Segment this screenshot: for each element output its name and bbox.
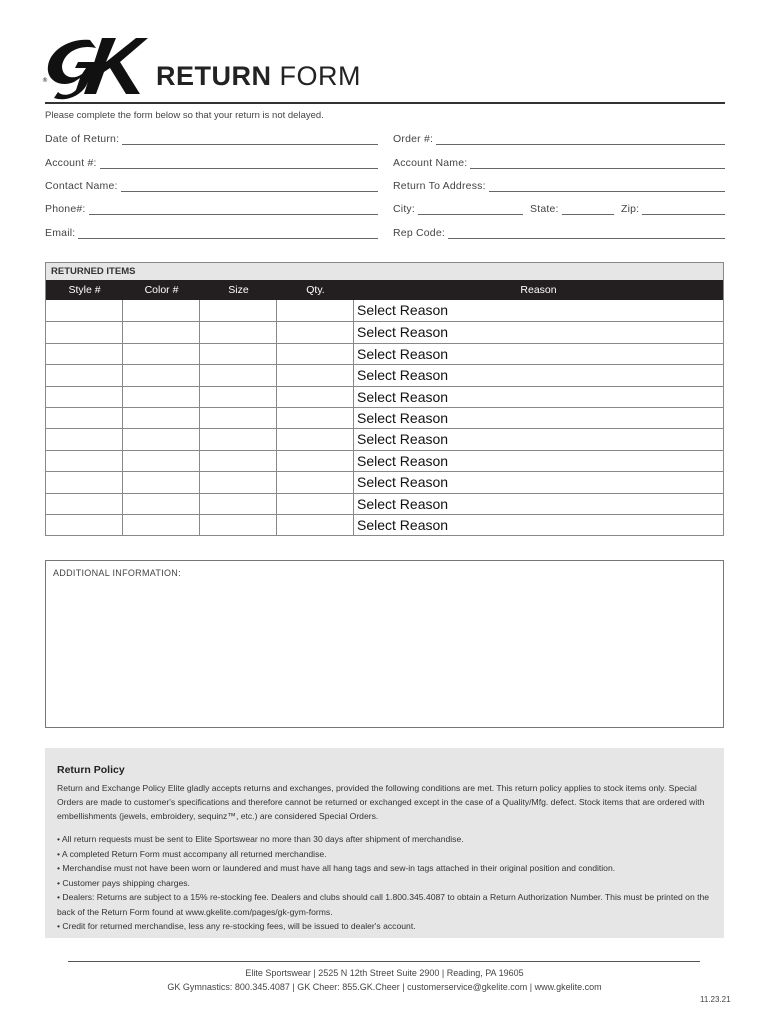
gk-logo — [40, 32, 150, 100]
size-input[interactable] — [200, 515, 277, 535]
returned-items-title: RETURNED ITEMS — [46, 263, 723, 280]
column-header-reason: Reason — [520, 284, 557, 296]
color-input[interactable] — [123, 451, 200, 471]
table-row — [46, 300, 723, 321]
size-input[interactable] — [200, 344, 277, 364]
color-input[interactable] — [123, 365, 200, 385]
footer-address: Elite Sportswear | 2525 N 12th Street Suite 2900 | Reading, PA 19605 — [245, 968, 524, 978]
order-number-field[interactable]: Order #: — [393, 131, 725, 145]
zip-input[interactable] — [642, 204, 725, 215]
policy-bullet: • Credit for returned merchandise, less any re-stocking fees, will be issued to dealer's account. — [57, 921, 416, 931]
date-of-return-input[interactable] — [122, 134, 378, 145]
qty-input[interactable] — [277, 472, 354, 492]
reason-select[interactable]: Select Reason — [357, 452, 449, 469]
footer-contact: GK Gymnastics: 800.345.4087 | GK Cheer: 855.GK.Cheer | customerservice@gkelite.com | www.gkelite.com — [167, 982, 602, 992]
qty-input[interactable] — [277, 344, 354, 364]
table-row — [46, 428, 723, 449]
reason-select[interactable]: Select Reason — [357, 409, 449, 426]
column-header-color: Color # — [144, 284, 179, 296]
table-header — [46, 280, 723, 300]
email-field[interactable]: Email: — [45, 225, 378, 239]
size-input[interactable] — [200, 322, 277, 342]
color-input[interactable] — [123, 387, 200, 407]
table-row — [46, 493, 723, 514]
table-row — [46, 343, 723, 364]
style-input[interactable] — [46, 322, 123, 342]
reason-select[interactable]: Select Reason — [357, 324, 449, 341]
qty-input[interactable] — [277, 365, 354, 385]
policy-bullet: • A completed Return Form must accompany all returned merchandise. — [57, 848, 327, 859]
additional-information-textarea[interactable] — [45, 560, 724, 728]
color-input[interactable] — [123, 408, 200, 428]
qty-input[interactable] — [277, 451, 354, 471]
registered-mark: ® — [42, 77, 48, 84]
policy-bullet: • Dealers: Returns are subject to a 15% re-stocking fee. Dealers and clubs should call 1.800.345.4087 to obtain a Return Authorization Number. This must be printed on the back of the Return Form found at www.gkelite.com/pages/gk-gym-forms. — [57, 892, 710, 917]
style-input[interactable] — [46, 387, 123, 407]
size-input[interactable] — [200, 408, 277, 428]
color-input[interactable] — [123, 344, 200, 364]
policy-bullet: • All return requests must be sent to Elite Sportswear no more than 30 days after shipment of merchandise. — [57, 834, 464, 844]
qty-input[interactable] — [277, 515, 354, 535]
size-input[interactable] — [200, 472, 277, 492]
header-divider — [45, 102, 725, 104]
account-number-input[interactable] — [100, 158, 378, 169]
reason-select[interactable]: Select Reason — [357, 516, 449, 533]
reason-select[interactable]: Select Reason — [357, 302, 449, 318]
style-input[interactable] — [46, 365, 123, 385]
contact-name-field[interactable]: Contact Name: — [45, 178, 378, 192]
table-row — [46, 471, 723, 492]
city-input[interactable] — [418, 204, 523, 215]
column-header-style: Style # — [68, 284, 101, 296]
reason-select[interactable]: Select Reason — [357, 474, 449, 491]
contact-name-input[interactable] — [121, 181, 378, 192]
phone-field[interactable]: Phone#: — [45, 201, 378, 215]
size-input[interactable] — [200, 451, 277, 471]
size-input[interactable] — [200, 300, 277, 321]
table-row — [46, 514, 723, 535]
color-input[interactable] — [123, 515, 200, 535]
policy-bullet: • Customer pays shipping charges. — [57, 877, 190, 888]
style-input[interactable] — [46, 344, 123, 364]
returned-items-table — [45, 262, 724, 536]
form-version: 11.23.21 — [700, 995, 731, 1004]
reason-select[interactable]: Select Reason — [357, 431, 449, 448]
rep-code-input[interactable] — [448, 228, 725, 239]
size-input[interactable] — [200, 387, 277, 407]
order-number-input[interactable] — [436, 134, 725, 145]
table-row — [46, 321, 723, 342]
size-input[interactable] — [200, 429, 277, 449]
style-input[interactable] — [46, 451, 123, 471]
table-body — [46, 300, 723, 535]
table-row — [46, 364, 723, 385]
intro-text: Please complete the form below so that your return is not delayed. — [45, 110, 324, 121]
phone-input[interactable] — [89, 204, 378, 215]
account-name-input[interactable] — [470, 158, 725, 169]
email-input[interactable] — [78, 228, 378, 239]
account-number-field[interactable]: Account #: — [45, 155, 378, 169]
reason-select[interactable]: Select Reason — [357, 388, 449, 405]
color-input[interactable] — [123, 494, 200, 514]
color-input[interactable] — [123, 300, 200, 321]
color-input[interactable] — [123, 429, 200, 449]
return-to-address-input[interactable] — [489, 181, 725, 192]
column-header-qty: Qty. — [306, 284, 325, 296]
style-input[interactable] — [46, 515, 123, 535]
date-of-return-field[interactable]: Date of Return: — [45, 131, 378, 145]
rep-code-field[interactable]: Rep Code: — [393, 225, 725, 239]
qty-input[interactable] — [277, 494, 354, 514]
size-input[interactable] — [200, 494, 277, 514]
account-name-field[interactable]: Account Name: — [393, 155, 725, 169]
size-input[interactable] — [200, 365, 277, 385]
style-input[interactable] — [46, 429, 123, 449]
policy-bullet: • Merchandise must not have been worn or laundered and must have all hang tags and sew-in tags attached in their original position and condition. — [57, 863, 616, 873]
column-header-size: Size — [228, 284, 249, 296]
style-input[interactable] — [46, 408, 123, 428]
additional-information-label: ADDITIONAL INFORMATION: — [53, 568, 181, 578]
qty-input[interactable] — [277, 387, 354, 407]
reason-select[interactable]: Select Reason — [357, 367, 449, 384]
style-input[interactable] — [46, 472, 123, 492]
table-row — [46, 386, 723, 407]
table-row — [46, 407, 723, 428]
return-policy-title: Return Policy — [57, 764, 125, 776]
reason-select[interactable]: Select Reason — [357, 345, 449, 362]
color-input[interactable] — [123, 322, 200, 342]
return-policy-paragraph: Return and Exchange Policy Elite gladly accepts returns and exchanges, provided the following conditions are met. This return policy applies to stock items only. Special Orders are made to customer's specifications and therefore cannot be returned or exchanged except in the case of a Quality/Mfg. defect. Stock items that are ordered with embellishments (jewels, embroidery, sequinz™, etc.) are considered Special Orders. — [57, 783, 705, 821]
qty-input[interactable] — [277, 322, 354, 342]
table-row — [46, 450, 723, 471]
qty-input[interactable] — [277, 429, 354, 449]
state-input[interactable] — [562, 204, 614, 215]
zip-field[interactable]: Zip: — [621, 201, 725, 215]
state-field[interactable]: State: — [530, 201, 614, 215]
footer-divider — [68, 961, 700, 962]
qty-input[interactable] — [277, 300, 354, 321]
style-input[interactable] — [46, 300, 123, 321]
return-to-address-field[interactable]: Return To Address: — [393, 178, 725, 192]
page-title: RETURN FORM — [156, 61, 361, 91]
city-field[interactable]: City: — [393, 201, 523, 215]
reason-select[interactable]: Select Reason — [357, 495, 449, 512]
return-policy-box — [45, 748, 724, 938]
color-input[interactable] — [123, 472, 200, 492]
qty-input[interactable] — [277, 408, 354, 428]
style-input[interactable] — [46, 494, 123, 514]
